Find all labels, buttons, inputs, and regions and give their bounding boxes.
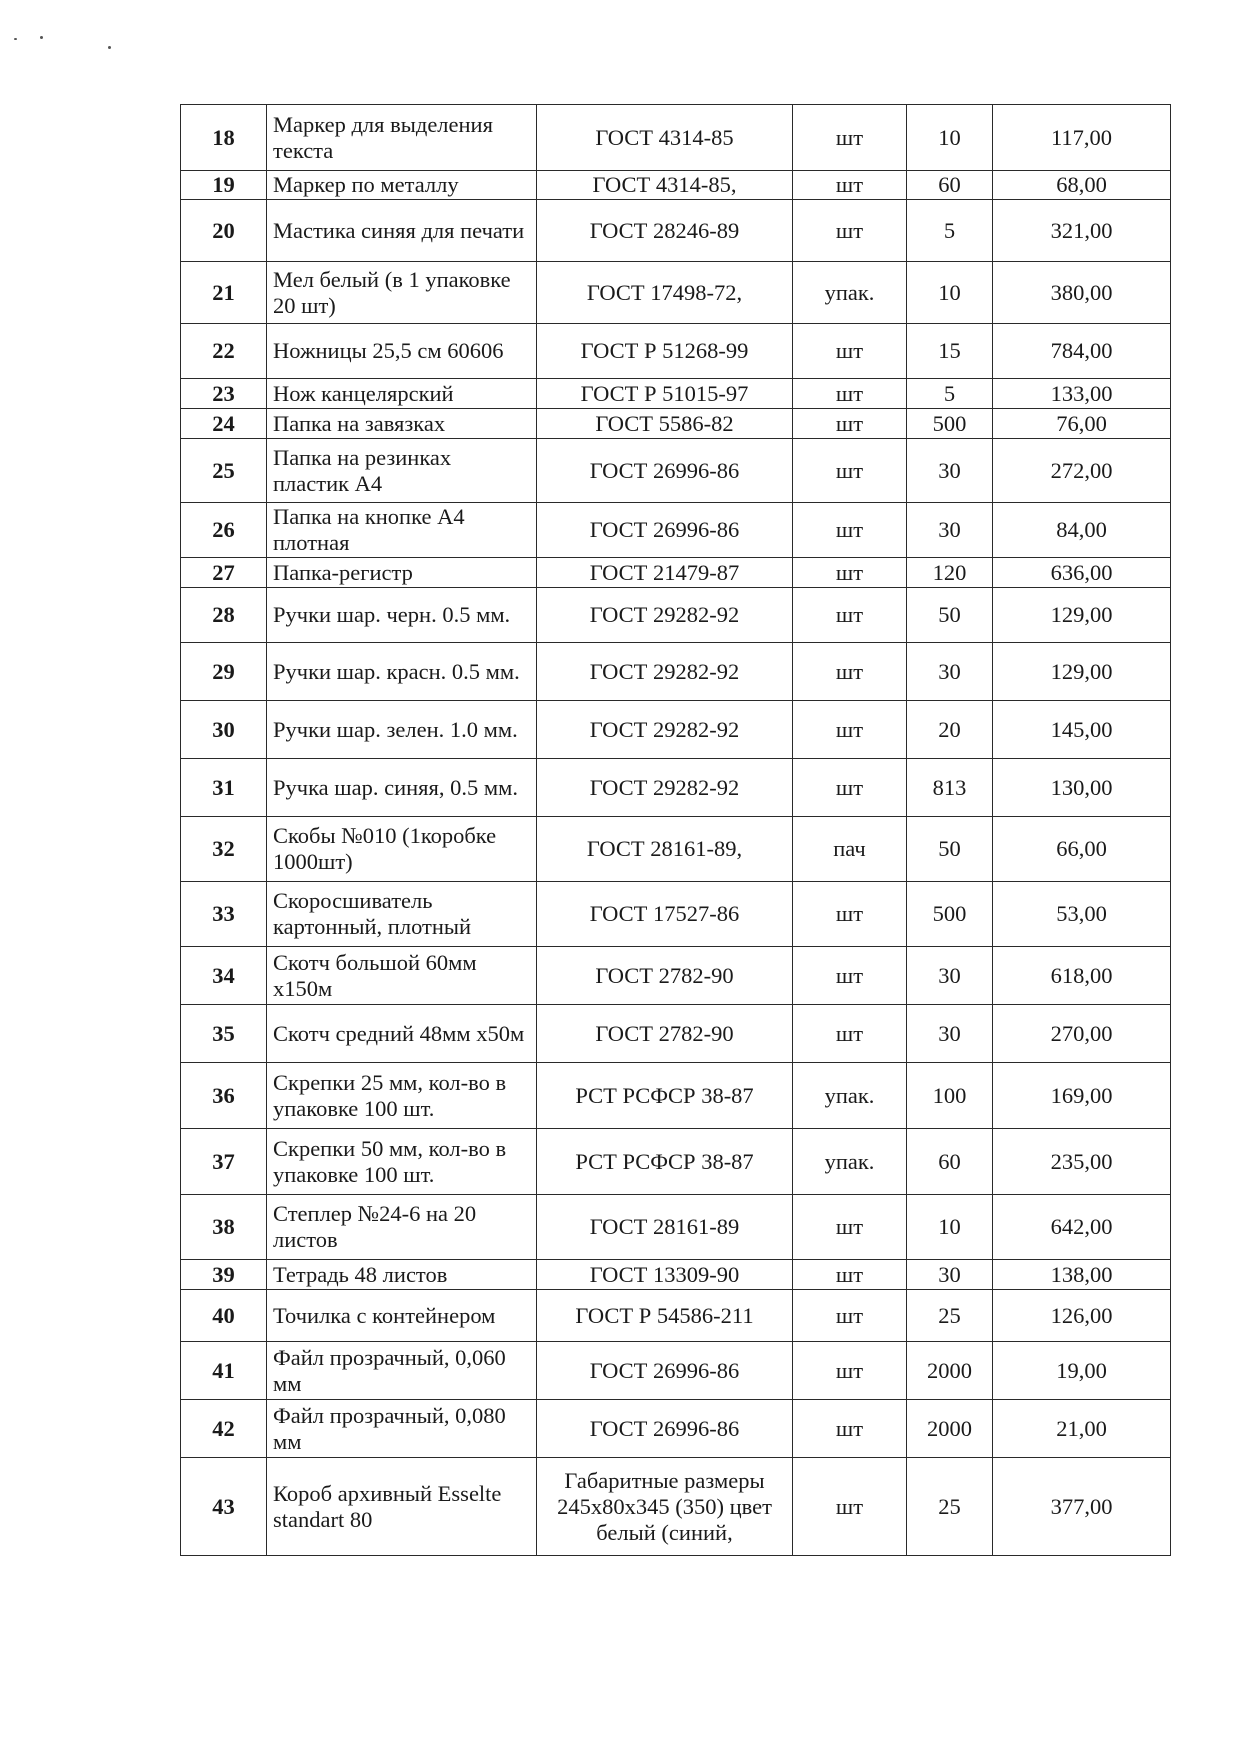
item-quantity-cell: 50: [907, 817, 993, 882]
item-name-cell: Ручки шар. черн. 0.5 мм.: [267, 588, 537, 643]
table-row: [181, 558, 1171, 588]
item-unit-cell: шт: [793, 1458, 907, 1556]
item-standard-cell: ГОСТ 29282-92: [537, 588, 793, 643]
item-standard-cell: ГОСТ 13309-90: [537, 1260, 793, 1290]
table-row: [181, 1195, 1171, 1260]
item-unit-cell: пач: [793, 817, 907, 882]
item-standard-cell: ГОСТ 28246-89: [537, 200, 793, 262]
table-row: [181, 1400, 1171, 1458]
item-name-cell: Скрепки 25 мм, кол-во в упаковке 100 шт.: [267, 1063, 537, 1129]
item-name-cell: Папка на резинках пластик А4: [267, 439, 537, 503]
item-quantity-cell: 30: [907, 1260, 993, 1290]
item-quantity-cell: 2000: [907, 1400, 993, 1458]
table-row: [181, 1129, 1171, 1195]
item-quantity-cell: 10: [907, 262, 993, 324]
item-number-cell: 30: [181, 701, 267, 759]
table-row: [181, 1458, 1171, 1556]
item-name-cell: Степлер №24-6 на 20 листов: [267, 1195, 537, 1260]
scan-speck: [40, 36, 43, 39]
item-number-cell: 33: [181, 882, 267, 947]
items-table: [180, 104, 1171, 1556]
item-price-cell: 270,00: [993, 1005, 1171, 1063]
item-number-cell: 22: [181, 324, 267, 379]
item-unit-cell: шт: [793, 759, 907, 817]
item-name-cell: Скобы №010 (1коробке 1000шт): [267, 817, 537, 882]
item-quantity-cell: 10: [907, 105, 993, 171]
item-standard-cell: ГОСТ 26996-86: [537, 503, 793, 558]
table-row: [181, 200, 1171, 262]
item-quantity-cell: 5: [907, 200, 993, 262]
item-unit-cell: шт: [793, 439, 907, 503]
item-unit-cell: шт: [793, 882, 907, 947]
item-standard-cell: Габаритные размеры 245х80х345 (350) цвет белый (синий,: [537, 1458, 793, 1556]
items-table-body: [181, 105, 1171, 1556]
item-standard-cell: ГОСТ 29282-92: [537, 759, 793, 817]
table-row: [181, 1063, 1171, 1129]
item-price-cell: 68,00: [993, 171, 1171, 200]
table-row: [181, 503, 1171, 558]
item-unit-cell: шт: [793, 1400, 907, 1458]
item-unit-cell: шт: [793, 1342, 907, 1400]
item-quantity-cell: 10: [907, 1195, 993, 1260]
item-price-cell: 636,00: [993, 558, 1171, 588]
table-row: [181, 643, 1171, 701]
item-quantity-cell: 30: [907, 643, 993, 701]
item-quantity-cell: 60: [907, 1129, 993, 1195]
table-row: [181, 409, 1171, 439]
item-name-cell: Скрепки 50 мм, кол-во в упаковке 100 шт.: [267, 1129, 537, 1195]
item-number-cell: 36: [181, 1063, 267, 1129]
item-price-cell: 138,00: [993, 1260, 1171, 1290]
item-price-cell: 66,00: [993, 817, 1171, 882]
item-unit-cell: шт: [793, 503, 907, 558]
table-row: [181, 1342, 1171, 1400]
item-price-cell: 126,00: [993, 1290, 1171, 1342]
item-unit-cell: шт: [793, 409, 907, 439]
item-name-cell: Скотч большой 60мм х150м: [267, 947, 537, 1005]
item-name-cell: Папка на кнопке А4 плотная: [267, 503, 537, 558]
item-quantity-cell: 30: [907, 503, 993, 558]
item-standard-cell: ГОСТ 2782-90: [537, 947, 793, 1005]
item-standard-cell: ГОСТ 29282-92: [537, 643, 793, 701]
item-price-cell: 642,00: [993, 1195, 1171, 1260]
item-standard-cell: ГОСТ 26996-86: [537, 1342, 793, 1400]
item-number-cell: 35: [181, 1005, 267, 1063]
item-number-cell: 41: [181, 1342, 267, 1400]
item-unit-cell: шт: [793, 1290, 907, 1342]
table-row: [181, 759, 1171, 817]
item-unit-cell: шт: [793, 947, 907, 1005]
item-quantity-cell: 500: [907, 409, 993, 439]
item-standard-cell: ГОСТ 28161-89,: [537, 817, 793, 882]
item-unit-cell: шт: [793, 1260, 907, 1290]
item-name-cell: Короб архивный Esselte standart 80: [267, 1458, 537, 1556]
item-standard-cell: ГОСТ 26996-86: [537, 1400, 793, 1458]
item-price-cell: 380,00: [993, 262, 1171, 324]
item-number-cell: 43: [181, 1458, 267, 1556]
item-unit-cell: шт: [793, 643, 907, 701]
table-row: [181, 171, 1171, 200]
item-name-cell: Файл прозрачный, 0,080 мм: [267, 1400, 537, 1458]
item-standard-cell: ГОСТ 2782-90: [537, 1005, 793, 1063]
item-unit-cell: упак.: [793, 1129, 907, 1195]
item-standard-cell: ГОСТ Р 51268-99: [537, 324, 793, 379]
item-price-cell: 84,00: [993, 503, 1171, 558]
item-number-cell: 31: [181, 759, 267, 817]
item-quantity-cell: 5: [907, 379, 993, 409]
item-price-cell: 19,00: [993, 1342, 1171, 1400]
scan-speck: [108, 46, 111, 49]
item-quantity-cell: 813: [907, 759, 993, 817]
item-standard-cell: ГОСТ 4314-85,: [537, 171, 793, 200]
item-standard-cell: РСТ РСФСР 38-87: [537, 1063, 793, 1129]
item-unit-cell: шт: [793, 105, 907, 171]
item-standard-cell: ГОСТ 17498-72,: [537, 262, 793, 324]
item-price-cell: 133,00: [993, 379, 1171, 409]
item-unit-cell: шт: [793, 558, 907, 588]
item-price-cell: 76,00: [993, 409, 1171, 439]
item-unit-cell: шт: [793, 324, 907, 379]
item-standard-cell: РСТ РСФСР 38-87: [537, 1129, 793, 1195]
item-number-cell: 20: [181, 200, 267, 262]
item-quantity-cell: 100: [907, 1063, 993, 1129]
item-quantity-cell: 20: [907, 701, 993, 759]
item-name-cell: Маркер по металлу: [267, 171, 537, 200]
item-unit-cell: шт: [793, 1005, 907, 1063]
item-unit-cell: шт: [793, 200, 907, 262]
table-row: [181, 324, 1171, 379]
item-name-cell: Маркер для выделения текста: [267, 105, 537, 171]
item-number-cell: 25: [181, 439, 267, 503]
item-quantity-cell: 50: [907, 588, 993, 643]
item-standard-cell: ГОСТ 17527-86: [537, 882, 793, 947]
item-price-cell: 129,00: [993, 643, 1171, 701]
table-row: [181, 439, 1171, 503]
table-row: [181, 947, 1171, 1005]
table-row: [181, 1005, 1171, 1063]
item-standard-cell: ГОСТ 4314-85: [537, 105, 793, 171]
item-name-cell: Ручки шар. красн. 0.5 мм.: [267, 643, 537, 701]
item-price-cell: 272,00: [993, 439, 1171, 503]
item-standard-cell: ГОСТ 29282-92: [537, 701, 793, 759]
item-name-cell: Папка на завязках: [267, 409, 537, 439]
item-number-cell: 42: [181, 1400, 267, 1458]
item-quantity-cell: 30: [907, 1005, 993, 1063]
item-quantity-cell: 30: [907, 439, 993, 503]
item-number-cell: 23: [181, 379, 267, 409]
item-number-cell: 18: [181, 105, 267, 171]
item-quantity-cell: 30: [907, 947, 993, 1005]
item-price-cell: 130,00: [993, 759, 1171, 817]
item-price-cell: 235,00: [993, 1129, 1171, 1195]
item-price-cell: 169,00: [993, 1063, 1171, 1129]
item-price-cell: 321,00: [993, 200, 1171, 262]
item-quantity-cell: 15: [907, 324, 993, 379]
item-unit-cell: шт: [793, 1195, 907, 1260]
item-name-cell: Ножницы 25,5 см 60606: [267, 324, 537, 379]
item-standard-cell: ГОСТ 26996-86: [537, 439, 793, 503]
item-standard-cell: ГОСТ 28161-89: [537, 1195, 793, 1260]
item-number-cell: 24: [181, 409, 267, 439]
table-row: [181, 588, 1171, 643]
item-number-cell: 34: [181, 947, 267, 1005]
item-price-cell: 117,00: [993, 105, 1171, 171]
item-standard-cell: ГОСТ 5586-82: [537, 409, 793, 439]
item-name-cell: Мел белый (в 1 упаковке 20 шт): [267, 262, 537, 324]
item-standard-cell: ГОСТ 21479-87: [537, 558, 793, 588]
item-name-cell: Тетрадь 48 листов: [267, 1260, 537, 1290]
item-number-cell: 32: [181, 817, 267, 882]
item-name-cell: Точилка с контейнером: [267, 1290, 537, 1342]
item-standard-cell: ГОСТ Р 54586-211: [537, 1290, 793, 1342]
item-unit-cell: шт: [793, 171, 907, 200]
item-number-cell: 19: [181, 171, 267, 200]
item-name-cell: Скотч средний 48мм х50м: [267, 1005, 537, 1063]
item-number-cell: 37: [181, 1129, 267, 1195]
item-price-cell: 377,00: [993, 1458, 1171, 1556]
table-row: [181, 379, 1171, 409]
item-number-cell: 28: [181, 588, 267, 643]
table-row: [181, 882, 1171, 947]
item-price-cell: 145,00: [993, 701, 1171, 759]
item-name-cell: Ручка шар. синяя, 0.5 мм.: [267, 759, 537, 817]
table-row: [181, 1260, 1171, 1290]
item-price-cell: 21,00: [993, 1400, 1171, 1458]
scan-speck: [14, 38, 17, 40]
item-unit-cell: упак.: [793, 262, 907, 324]
item-number-cell: 38: [181, 1195, 267, 1260]
item-number-cell: 26: [181, 503, 267, 558]
table-row: [181, 701, 1171, 759]
item-number-cell: 21: [181, 262, 267, 324]
item-quantity-cell: 500: [907, 882, 993, 947]
item-name-cell: Файл прозрачный, 0,060 мм: [267, 1342, 537, 1400]
item-number-cell: 29: [181, 643, 267, 701]
item-unit-cell: шт: [793, 701, 907, 759]
item-standard-cell: ГОСТ Р 51015-97: [537, 379, 793, 409]
item-quantity-cell: 2000: [907, 1342, 993, 1400]
item-unit-cell: шт: [793, 379, 907, 409]
item-price-cell: 53,00: [993, 882, 1171, 947]
item-number-cell: 27: [181, 558, 267, 588]
item-price-cell: 784,00: [993, 324, 1171, 379]
table-row: [181, 1290, 1171, 1342]
item-quantity-cell: 60: [907, 171, 993, 200]
item-price-cell: 618,00: [993, 947, 1171, 1005]
item-name-cell: Папка-регистр: [267, 558, 537, 588]
item-number-cell: 40: [181, 1290, 267, 1342]
item-name-cell: Нож канцелярский: [267, 379, 537, 409]
item-quantity-cell: 25: [907, 1290, 993, 1342]
table-row: [181, 817, 1171, 882]
item-name-cell: Ручки шар. зелен. 1.0 мм.: [267, 701, 537, 759]
item-unit-cell: упак.: [793, 1063, 907, 1129]
table-row: [181, 105, 1171, 171]
item-price-cell: 129,00: [993, 588, 1171, 643]
item-number-cell: 39: [181, 1260, 267, 1290]
item-quantity-cell: 25: [907, 1458, 993, 1556]
item-name-cell: Мастика синяя для печати: [267, 200, 537, 262]
item-unit-cell: шт: [793, 588, 907, 643]
table-row: [181, 262, 1171, 324]
item-name-cell: Скоросшиватель картонный, плотный: [267, 882, 537, 947]
item-quantity-cell: 120: [907, 558, 993, 588]
